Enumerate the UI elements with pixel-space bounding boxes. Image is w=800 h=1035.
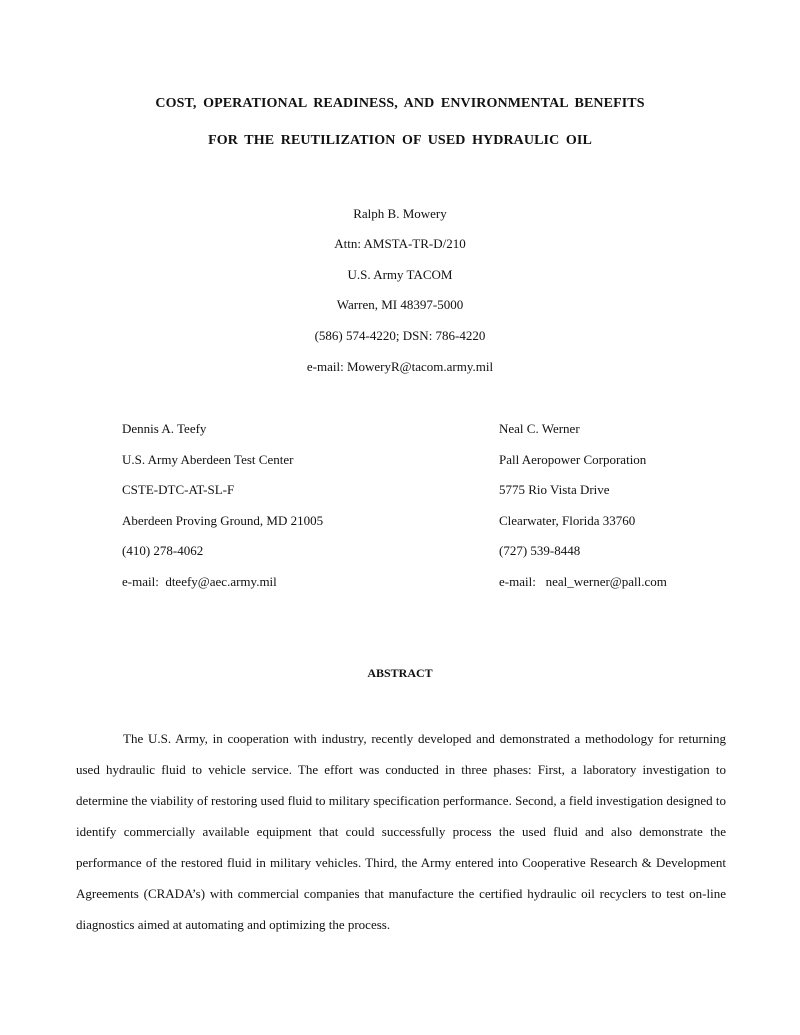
right-author-address: Clearwater, Florida 33760: [499, 513, 636, 528]
abstract-heading: ABSTRACT: [367, 666, 433, 680]
right-author-street: 5775 Rio Vista Drive: [499, 482, 610, 497]
left-author-phone: (410) 278-4062: [122, 543, 204, 558]
primary-author-address: Warren, MI 48397-5000: [336, 297, 464, 312]
right-author-name: Neal C. Werner: [499, 421, 580, 436]
primary-author-attn: Attn: AMSTA-TR-D/210: [334, 236, 466, 251]
left-author-email: e-mail: dteefy@aec.army.mil: [122, 574, 277, 589]
title-line-2: FOR THE REUTILIZATION OF USED HYDRAULIC OIL: [208, 133, 592, 148]
right-author-org: Pall Aeropower Corporation: [499, 452, 647, 467]
left-author-name: Dennis A. Teefy: [122, 421, 207, 436]
primary-author-org: U.S. Army TACOM: [347, 267, 453, 282]
primary-author-phone: (586) 574-4220; DSN: 786-4220: [314, 328, 486, 343]
primary-author-name: Ralph B. Mowery: [353, 206, 447, 221]
left-author-org: U.S. Army Aberdeen Test Center: [122, 452, 294, 467]
title-line-1: COST, OPERATIONAL READINESS, AND ENVIRONMENTAL BENEFITS: [155, 96, 645, 111]
primary-author-email: e-mail: MoweryR@tacom.army.mil: [306, 359, 494, 374]
left-author-code: CSTE-DTC-AT-SL-F: [122, 482, 235, 497]
left-author-address: Aberdeen Proving Ground, MD 21005: [122, 513, 324, 528]
right-author-phone: (727) 539-8448: [499, 543, 581, 558]
right-author-email: e-mail: neal_werner@pall.com: [499, 574, 667, 589]
abstract-paragraph: The U.S. Army, in cooperation with industry, recently developed and demonstrated a methodology for returning used hydraulic fluid to vehicle service. The effort was conducted in three phases: First, a laboratory investigation to determine the viability of restoring used fluid to military specification performance. Second, a field investigation designed to identify commercially available equipment that could successfully process the used fluid and also demonstrate the performance of the restored fluid in military vehicles. Third, the Army entered into Cooperative Research & Development Agreements (CRADA’s) with commercial companies that manufacture the certified hydraulic oil recyclers to test on-line diagnostics aimed at automating and optimizing the process.: [76, 731, 726, 932]
